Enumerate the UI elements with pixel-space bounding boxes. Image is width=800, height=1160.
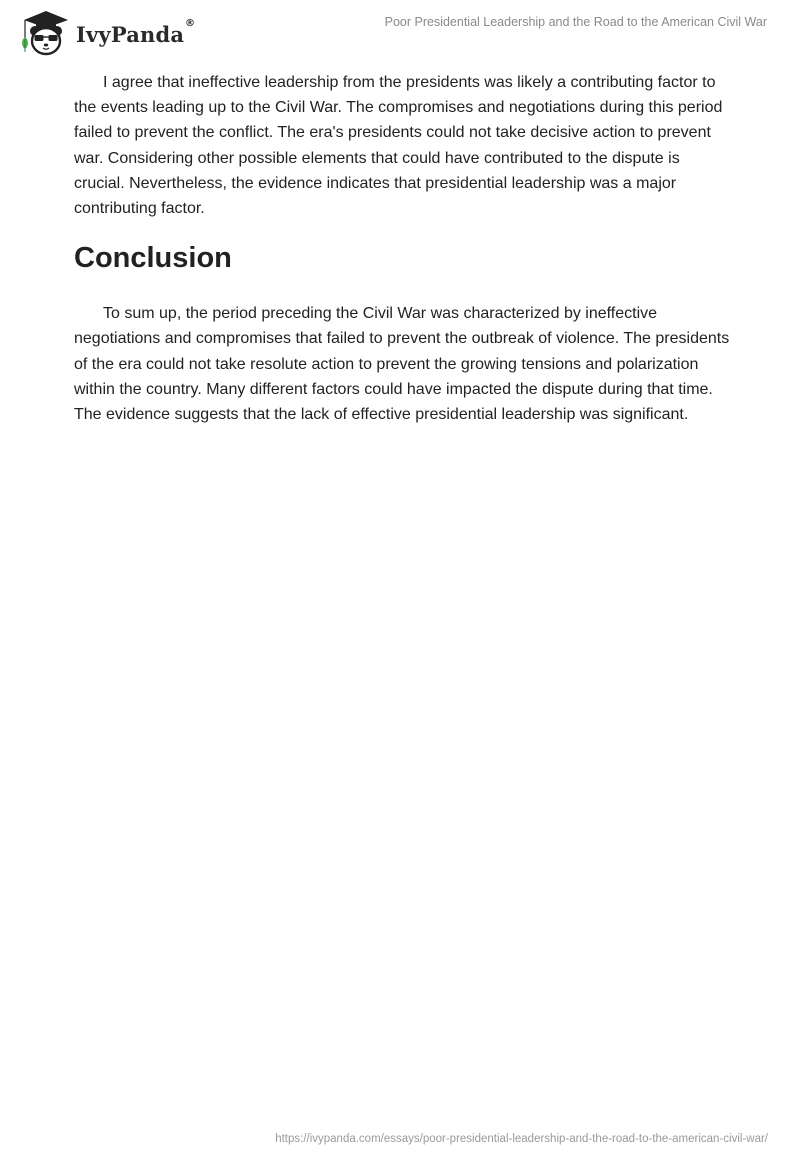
document-title: Poor Presidential Leadership and the Road to the American Civil War [384,15,767,29]
brand-name [76,17,196,47]
registered-mark: ® [185,17,196,29]
page-header [0,0,800,64]
source-url-link[interactable]: https://ivypanda.com/essays/poor-presidential-leadership-and-the-road-to-the-american-civil-war/ [275,1133,768,1145]
body-paragraph: I agree that ineffective leadership from the presidents was likely a contributing factor to the events leading up to the Civil War. The compromises and negotiations during this period failed to prevent the conflict. The era's presidents could not take decisive action to prevent war. Considering other possible elements that could have contributed to the dispute is crucial. Nevertheless, the evidence indicates that presidential leadership was a major contributing factor. [74,74,723,218]
section-heading: Conclusion [74,242,232,275]
panda-graduation-cap-icon [16,8,74,58]
ivypanda-logo[interactable] [16,8,196,58]
brand-name-text: IvyPanda [76,21,185,47]
conclusion-section [74,239,734,427]
essay-content [74,70,734,427]
conclusion-paragraph: To sum up, the period preceding the Civil War was characterized by ineffective negotiations and compromises that failed to prevent the outbreak of violence. The presidents of the era could not take resolute action to prevent the growing tensions and polarization within the country. Many different factors could have impacted the dispute during that time. The evidence suggests that the lack of effective presidential leadership was significant. [74,305,730,424]
